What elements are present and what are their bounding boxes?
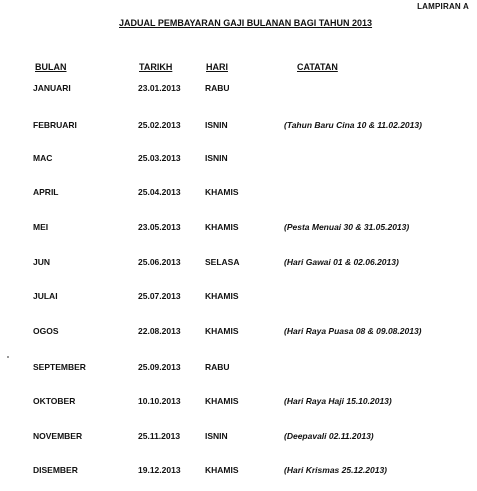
cell-bulan: DISEMBER <box>33 465 78 475</box>
cell-bulan: JANUARI <box>33 83 71 93</box>
cell-bulan: FEBRUARI <box>33 120 77 130</box>
cell-bulan: APRIL <box>33 187 59 197</box>
cell-tarikh: 25.09.2013 <box>138 362 181 372</box>
cell-catatan: (Hari Gawai 01 & 02.06.2013) <box>284 257 399 267</box>
cell-tarikh: 23.01.2013 <box>138 83 181 93</box>
cell-hari: KHAMIS <box>205 187 239 197</box>
cell-tarikh: 25.11.2013 <box>138 431 181 441</box>
cell-tarikh: 25.03.2013 <box>138 153 181 163</box>
cell-catatan: (Deepavali 02.11.2013) <box>284 431 374 441</box>
cell-tarikh: 25.07.2013 <box>138 291 181 301</box>
cell-hari: ISNIN <box>205 431 228 441</box>
cell-tarikh: 22.08.2013 <box>138 326 181 336</box>
cell-hari: KHAMIS <box>205 222 239 232</box>
cell-hari: SELASA <box>205 257 240 267</box>
cell-bulan: JUN <box>33 257 51 267</box>
cell-catatan: (Hari Raya Haji 15.10.2013) <box>284 396 392 406</box>
cell-hari: RABU <box>205 83 230 93</box>
column-header-hari: HARI <box>206 62 228 72</box>
cell-hari: KHAMIS <box>205 326 239 336</box>
cell-hari: KHAMIS <box>205 465 239 475</box>
table-row <box>0 326 477 340</box>
cell-hari: RABU <box>205 362 230 372</box>
table-row <box>0 257 477 271</box>
appendix-label: LAMPIRAN A <box>417 2 469 11</box>
cell-hari: ISNIN <box>205 120 228 130</box>
table-row <box>0 291 477 305</box>
column-header-bulan: BULAN <box>35 62 67 72</box>
table-row <box>0 120 477 134</box>
column-header-catatan: CATATAN <box>297 62 338 72</box>
table-row <box>0 431 477 445</box>
cell-bulan: NOVEMBER <box>33 431 83 441</box>
cell-tarikh: 25.06.2013 <box>138 257 181 267</box>
cell-bulan: JULAI <box>33 291 58 301</box>
cell-tarikh: 10.10.2013 <box>138 396 181 406</box>
cell-hari: KHAMIS <box>205 291 239 301</box>
cell-bulan: MAC <box>33 153 53 163</box>
table-row <box>0 153 477 167</box>
table-row <box>0 187 477 201</box>
cell-catatan: (Pesta Menuai 30 & 31.05.2013) <box>284 222 410 232</box>
cell-catatan: (Hari Krismas 25.12.2013) <box>284 465 388 475</box>
cell-catatan: (Hari Raya Puasa 08 & 09.08.2013) <box>284 326 422 336</box>
cell-bulan: OKTOBER <box>33 396 76 406</box>
cell-bulan: MEI <box>33 222 49 232</box>
table-row <box>0 396 477 410</box>
cell-tarikh: 25.02.2013 <box>138 120 181 130</box>
scan-mark <box>7 356 9 358</box>
cell-tarikh: 19.12.2013 <box>138 465 181 475</box>
cell-hari: KHAMIS <box>205 396 239 406</box>
table-row <box>0 222 477 236</box>
table-row <box>0 465 477 479</box>
table-row <box>0 362 477 376</box>
cell-bulan: SEPTEMBER <box>33 362 86 372</box>
page-title: JADUAL PEMBAYARAN GAJI BULANAN BAGI TAHUN 2013 <box>119 18 373 28</box>
column-header-tarikh: TARIKH <box>139 62 173 72</box>
cell-catatan: (Tahun Baru Cina 10 & 11.02.2013) <box>284 120 422 130</box>
cell-hari: ISNIN <box>205 153 228 163</box>
cell-bulan: OGOS <box>33 326 59 336</box>
cell-tarikh: 25.04.2013 <box>138 187 181 197</box>
cell-tarikh: 23.05.2013 <box>138 222 181 232</box>
table-row <box>0 83 477 97</box>
